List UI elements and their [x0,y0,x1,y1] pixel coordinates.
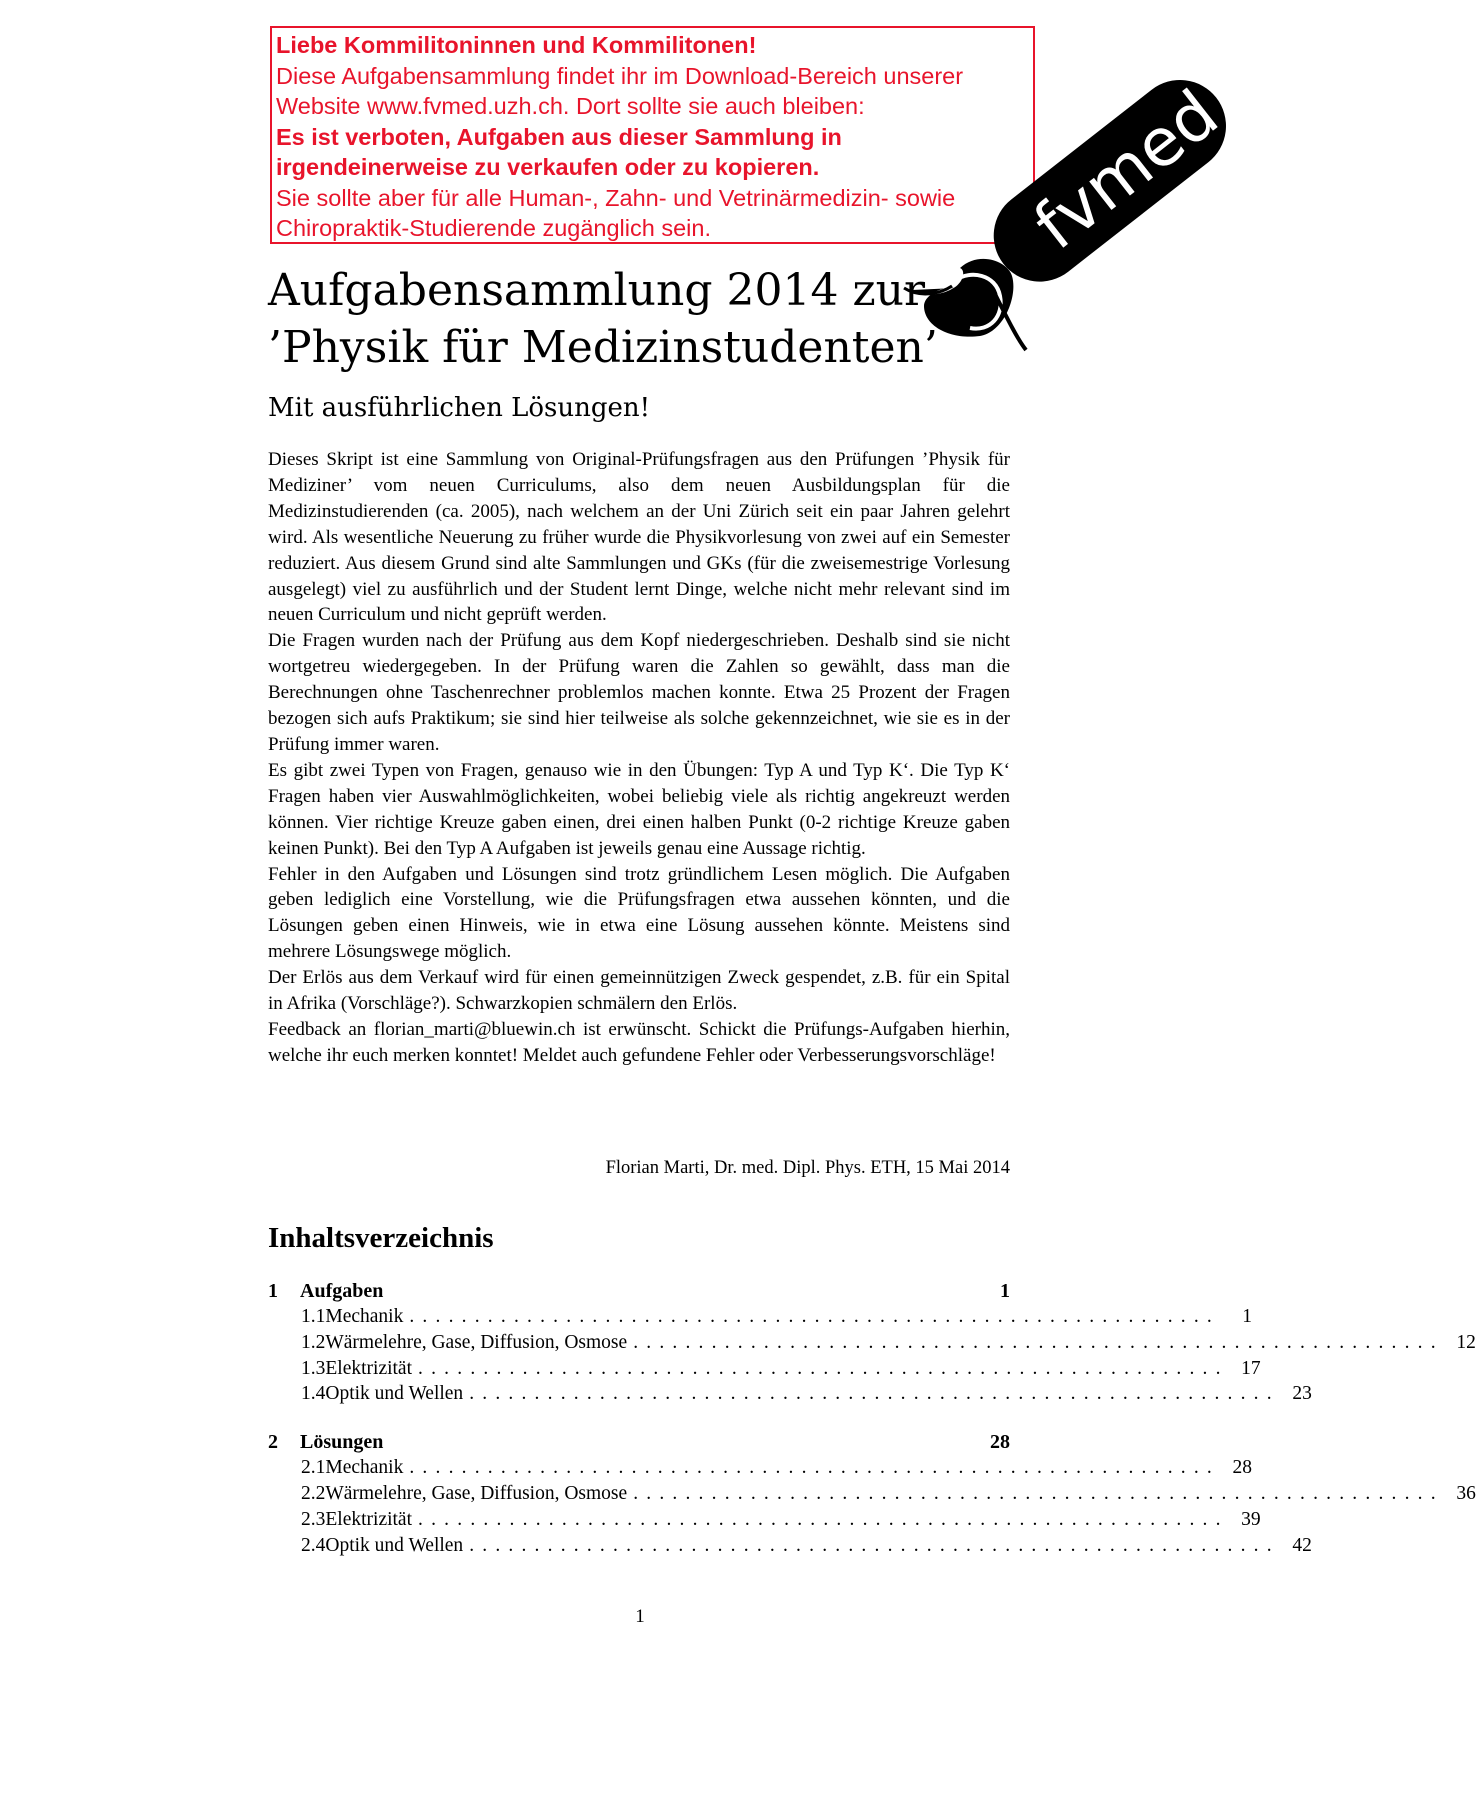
toc-section-label: Aufgaben [300,1280,384,1302]
toc-entry-label: Optik und Wellen [325,1534,464,1556]
abstract-paragraph: Fehler in den Aufgaben und Lösungen sind trotz gründlichem Lesen möglich. Die Aufgaben geben lediglich eine Vorstellung, wie die Prüfungsfragen etwa aussehen könnten, und die Lösungen geben einen Hinweis, wie in etwa eine Lösung aussehen könnte. Meistens sind mehrere Lösungswege möglich. [268,863,1010,963]
toc-entry-number: 2.2 [301,1482,326,1504]
notice-line: Sie sollte aber für alle Human-, Zahn- und Vetrinärmedizin- sowie [276,184,956,211]
notice-line: Website www.fvmed.uzh.ch. Dort sollte sie auch bleiben: [276,93,865,119]
notice-line: Diese Aufgabensammlung findet ihr im Download-Bereich unserer [276,62,964,89]
fvmed-logo-icon [900,75,1233,380]
toc-section-number: 2 [268,1431,278,1454]
toc-entry-page: 39 [1241,1508,1261,1530]
page-number: 1 [635,1606,645,1627]
abstract-paragraph: Es gibt zwei Typen von Fragen, genauso wie in den Übungen: Typ A und Typ K‘. Die Typ K‘ Fragen haben vier Auswahlmöglichkeiten, wobei beliebig viele als richtig angekreuzt werden können. Vier richtige Kreuze gaben einen, drei einen halben Punkt (0-2 richtige Kreuze gaben keinen Punkt). Bei den Typ A Aufgaben ist jeweils genau eine Aussage richtig. [268,759,1010,859]
toc-entry[interactable] [268,1304,1253,1330]
toc-entry-number: 1.1 [301,1306,326,1327]
toc-leader-dots: .............................................................. [469,1383,1280,1405]
title-line-2: ’Physik für Medizinstudenten’ [268,322,938,373]
document-subtitle: Mit ausführlichen Lösungen! [268,393,651,423]
toc-entry-label: Wärmelehre, Gase, Diffusion, Osmose [325,1331,628,1353]
toc-section[interactable] [268,1278,1010,1304]
logo-text: fvmed [1020,75,1233,265]
toc-section-number: 1 [268,1280,278,1302]
toc-leader-dots: .............................................................. [418,1357,1229,1379]
document-title [268,262,938,376]
abstract-paragraph: Die Fragen wurden nach der Prüfung aus dem Kopf niedergeschrieben. Deshalb sind sie nicht wortgetreu wiedergegeben. In der Prüfung waren die Zahlen so gewählt, dass man die Berechnungen ohne Taschenrechner problemlos machen konnte. Etwa 25 Prozent der Fragen bezogen sich aufs Praktikum; sie sind hier teilweise als solche gekennzeichnet, wie sie es in der Prüfung immer waren. [268,630,1010,755]
table-of-contents [268,1278,1476,1558]
toc-entry-label: Mechanik [325,1457,404,1479]
toc-entry-label: Wärmelehre, Gase, Diffusion, Osmose [325,1482,628,1504]
toc-entry-number: 2.4 [301,1534,326,1556]
toc-entry-page: 42 [1292,1534,1312,1556]
toc-section-label: Lösungen [300,1431,384,1454]
notice-line: Es ist verboten, Aufgaben aus dieser Sammlung in [276,123,842,150]
toc-entry-number: 1.4 [301,1383,326,1405]
toc-entry-page: 36 [1456,1482,1476,1504]
toc-entry-number: 1.2 [301,1331,326,1353]
abstract-paragraph: Feedback an florian_marti@bluewin.ch ist erwünscht. Schickt die Prüfungs-Aufgaben hierhin, welche ihr euch merken konntet! Meldet auch gefundene Fehler oder Verbesserungsvorschläge! [268,1018,1010,1066]
toc-entry-label: Elektrizität [325,1357,413,1379]
title-line-1: Aufgabensammlung 2014 zur [268,265,926,316]
toc-entry-number: 2.1 [301,1457,326,1479]
toc-leader-dots: .............................................................. [469,1534,1280,1556]
toc-entry-label: Elektrizität [325,1508,413,1530]
toc-leader-dots: .............................................................. [418,1508,1229,1530]
toc-leader-dots: .............................................................. [633,1331,1444,1353]
toc-section[interactable] [268,1429,1010,1455]
abstract [268,447,1010,1069]
toc-entry[interactable] [268,1481,1476,1507]
toc-entry-number: 2.3 [301,1508,326,1530]
notice-line: Liebe Kommilitoninnen und Kommilitonen! [276,32,757,58]
toc-entry-page: 17 [1241,1357,1261,1379]
toc-entry-label: Mechanik [325,1306,404,1327]
toc-entry-page: 1 [1242,1306,1253,1327]
toc-entry[interactable] [268,1533,1312,1559]
toc-leader-dots: .............................................................. [409,1457,1221,1479]
author-signature: Florian Marti, Dr. med. Dipl. Phys. ETH, 15 Mai 2014 [605,1158,1010,1178]
abstract-paragraph: Der Erlös aus dem Verkauf wird für einen gemeinnützigen Zweck gespendet, z.B. für ein Spital in Afrika (Vorschläge?). Schwarzkopien schmälern den Erlös. [268,967,1010,1015]
toc-entry[interactable] [268,1356,1261,1382]
notice-line: irgendeinerweise zu verkaufen oder zu kopieren. [276,154,820,180]
toc-section-page: 1 [1000,1280,1010,1302]
toc-entry[interactable] [268,1455,1253,1481]
toc-section-page: 28 [990,1431,1010,1454]
toc-entry[interactable] [268,1381,1312,1407]
toc-entry-page: 23 [1292,1383,1312,1405]
toc-leader-dots: .............................................................. [633,1482,1444,1504]
notice-line: Chiropraktik-Studierende zugänglich sein. [276,215,711,241]
abstract-paragraph: Dieses Skript ist eine Sammlung von Original-Prüfungsfragen aus den Prüfungen ’Physik für Mediziner’ vom neuen Curriculums, also dem neuen Ausbildungsplan für die Medizinstudierenden (ca. 2005), nach welchem an der Uni Zürich seit ein paar Jahren gelehrt wird. Als wesentliche Neuerung zu früher wurde die Physikvorlesung von zwei auf ein Semester reduziert. Aus diesem Grund sind alte Sammlungen und GKs (für die zweisemestrige Vorlesung ausgelegt) viel zu ausführlich und der Student lernt Dinge, welche nicht mehr relevant sind im neuen Curriculum und nicht geprüft werden. [268,449,1010,626]
toc-entry-number: 1.3 [301,1357,326,1379]
toc-entry[interactable] [268,1330,1476,1356]
toc-entry-page: 28 [1232,1457,1253,1479]
toc-entry[interactable] [268,1507,1261,1533]
toc-entry-page: 12 [1456,1331,1476,1353]
toc-title: Inhaltsverzeichnis [268,1222,494,1254]
toc-leader-dots: .............................................................. [409,1306,1221,1327]
toc-entry-label: Optik und Wellen [325,1383,464,1405]
